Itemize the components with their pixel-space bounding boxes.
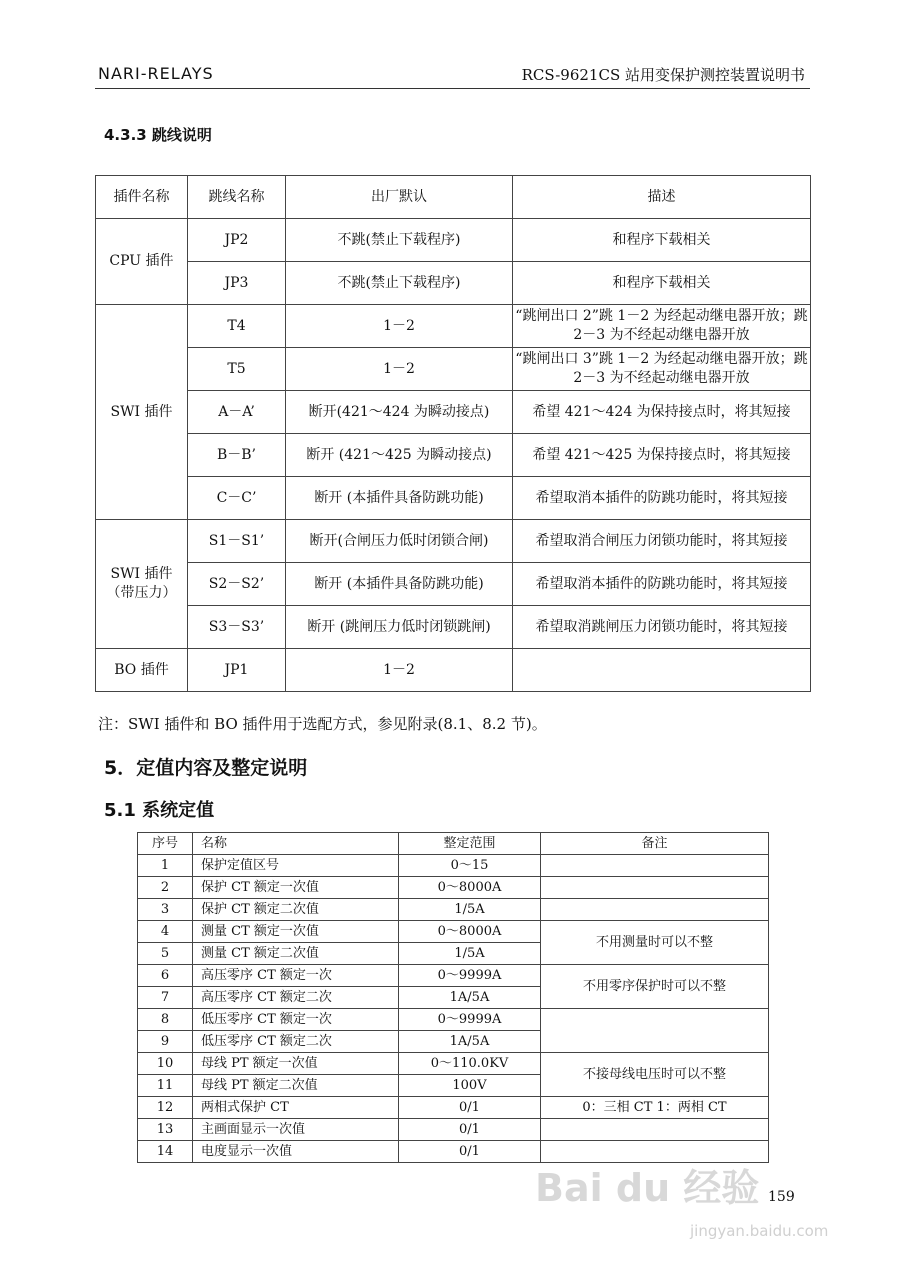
jumper-cell: A－A’ [188, 391, 286, 434]
table-row [138, 1009, 769, 1031]
jumper-cell: T5 [188, 348, 286, 391]
desc-cell [513, 649, 811, 692]
content-flow [95, 175, 810, 1163]
table-row [138, 899, 769, 921]
table-header-row [138, 833, 769, 855]
desc-cell: “跳闸出口 2”跳 1－2 为经起动继电器开放；跳 2－3 为不经起动继电器开放 [513, 305, 811, 348]
table-row [138, 855, 769, 877]
watermark-logo: Bai du 经验 [535, 1166, 760, 1210]
section-heading-5: 5．定值内容及整定说明 [104, 757, 308, 779]
table-row [96, 348, 811, 391]
default-cell: 不跳(禁止下载程序) [286, 219, 513, 262]
header-cell: 描述 [513, 176, 811, 219]
settings-table [137, 832, 769, 1163]
table-row [138, 877, 769, 899]
name-cell: 保护 CT 额定二次值 [193, 899, 399, 921]
remark-cell [541, 855, 769, 877]
table-header-row [96, 176, 811, 219]
desc-cell: 希望取消本插件的防跳功能时，将其短接 [513, 563, 811, 606]
range-cell: 100V [399, 1075, 541, 1097]
row-number-cell: 14 [138, 1141, 193, 1163]
remark-cell: 不用零序保护时可以不整 [541, 965, 769, 1009]
jumper-cell: C－C’ [188, 477, 286, 520]
note-text: 注：SWI 插件和 BO 插件用于选配方式，参见附录(8.1、8.2 节)。 [98, 715, 547, 733]
table-row [96, 520, 811, 563]
table-row [96, 563, 811, 606]
name-cell: 低压零序 CT 额定二次 [193, 1031, 399, 1053]
remark-cell [541, 899, 769, 921]
row-number-cell: 7 [138, 987, 193, 1009]
range-cell: 1A/5A [399, 987, 541, 1009]
row-number-cell: 3 [138, 899, 193, 921]
name-cell: 保护定值区号 [193, 855, 399, 877]
desc-cell: 希望 421～425 为保持接点时，将其短接 [513, 434, 811, 477]
range-cell: 0/1 [399, 1119, 541, 1141]
row-number-cell: 12 [138, 1097, 193, 1119]
range-cell: 1/5A [399, 899, 541, 921]
name-cell: 两相式保护 CT [193, 1097, 399, 1119]
name-cell: 高压零序 CT 额定一次 [193, 965, 399, 987]
desc-cell: 和程序下载相关 [513, 262, 811, 305]
row-number-cell: 6 [138, 965, 193, 987]
range-cell: 0～110.0KV [399, 1053, 541, 1075]
range-cell: 0～15 [399, 855, 541, 877]
default-cell: 断开(421～424 为瞬动接点) [286, 391, 513, 434]
table-row [138, 1097, 769, 1119]
default-cell: 不跳(禁止下载程序) [286, 262, 513, 305]
row-number-cell: 11 [138, 1075, 193, 1097]
jumper-cell: JP1 [188, 649, 286, 692]
table-row [96, 219, 811, 262]
header-title: RCS-9621CS 站用变保护测控装置说明书 [521, 66, 805, 84]
table-row [96, 649, 811, 692]
section-heading-5-1: 5.1 系统定值 [104, 800, 215, 821]
row-number-cell: 4 [138, 921, 193, 943]
jumper-table [95, 175, 811, 692]
row-number-cell: 1 [138, 855, 193, 877]
desc-cell: 希望取消本插件的防跳功能时，将其短接 [513, 477, 811, 520]
range-cell: 0/1 [399, 1097, 541, 1119]
desc-cell: 希望 421～424 为保持接点时，将其短接 [513, 391, 811, 434]
group-cell: CPU 插件 [96, 219, 188, 305]
name-cell: 电度显示一次值 [193, 1141, 399, 1163]
table-row [138, 921, 769, 943]
desc-cell: 希望取消合闸压力闭锁功能时，将其短接 [513, 520, 811, 563]
default-cell: 断开(合闸压力低时闭锁合闸) [286, 520, 513, 563]
default-cell: 断开 (本插件具备防跳功能) [286, 563, 513, 606]
header-cell: 插件名称 [96, 176, 188, 219]
table-row [96, 305, 811, 348]
group-cell: SWI 插件 [96, 305, 188, 520]
range-cell: 0/1 [399, 1141, 541, 1163]
row-number-cell: 9 [138, 1031, 193, 1053]
remark-cell [541, 1141, 769, 1163]
remark-cell [541, 1119, 769, 1141]
name-cell: 测量 CT 额定二次值 [193, 943, 399, 965]
table-row [96, 434, 811, 477]
range-cell: 0～9999A [399, 1009, 541, 1031]
row-number-cell: 2 [138, 877, 193, 899]
jumper-cell: S2－S2’ [188, 563, 286, 606]
table-row [138, 1053, 769, 1075]
row-number-cell: 10 [138, 1053, 193, 1075]
table-row [138, 965, 769, 987]
desc-cell: 希望取消跳闸压力闭锁功能时，将其短接 [513, 606, 811, 649]
group-cell: BO 插件 [96, 649, 188, 692]
desc-cell: 和程序下载相关 [513, 219, 811, 262]
range-cell: 1/5A [399, 943, 541, 965]
page-number: 159 [768, 1189, 795, 1205]
header-cell: 跳线名称 [188, 176, 286, 219]
name-cell: 低压零序 CT 额定一次 [193, 1009, 399, 1031]
default-cell: 断开 (跳闸压力低时闭锁跳闸) [286, 606, 513, 649]
header-cell: 序号 [138, 833, 193, 855]
range-cell: 0～8000A [399, 877, 541, 899]
default-cell: 1－2 [286, 305, 513, 348]
header-cell: 备注 [541, 833, 769, 855]
remark-cell: 不用测量时可以不整 [541, 921, 769, 965]
range-cell: 0～9999A [399, 965, 541, 987]
desc-cell: “跳闸出口 3”跳 1－2 为经起动继电器开放；跳 2－3 为不经起动继电器开放 [513, 348, 811, 391]
table-row [96, 606, 811, 649]
name-cell: 母线 PT 额定二次值 [193, 1075, 399, 1097]
row-number-cell: 8 [138, 1009, 193, 1031]
jumper-cell: T4 [188, 305, 286, 348]
jumper-cell: S3－S3’ [188, 606, 286, 649]
jumper-cell: JP3 [188, 262, 286, 305]
default-cell: 1－2 [286, 348, 513, 391]
name-cell: 主画面显示一次值 [193, 1119, 399, 1141]
row-number-cell: 13 [138, 1119, 193, 1141]
jumper-cell: S1－S1’ [188, 520, 286, 563]
table-row [96, 262, 811, 305]
remark-cell [541, 877, 769, 899]
name-cell: 测量 CT 额定一次值 [193, 921, 399, 943]
default-cell: 断开 (本插件具备防跳功能) [286, 477, 513, 520]
table-row [138, 1141, 769, 1163]
jumper-cell: JP2 [188, 219, 286, 262]
table-row [96, 477, 811, 520]
header-cell: 名称 [193, 833, 399, 855]
default-cell: 1－2 [286, 649, 513, 692]
name-cell: 高压零序 CT 额定二次 [193, 987, 399, 1009]
remark-cell: 0：三相 CT 1：两相 CT [541, 1097, 769, 1119]
table-row [138, 1119, 769, 1141]
section-heading-4-3-3: 4.3.3 跳线说明 [104, 126, 212, 144]
header-brand: NARI-RELAYS [98, 64, 214, 83]
watermark-url: jingyan.baidu.com [690, 1222, 829, 1240]
name-cell: 保护 CT 额定一次值 [193, 877, 399, 899]
remark-cell [541, 1009, 769, 1053]
jumper-cell: B－B’ [188, 434, 286, 477]
range-cell: 1A/5A [399, 1031, 541, 1053]
row-number-cell: 5 [138, 943, 193, 965]
header-cell: 整定范围 [399, 833, 541, 855]
remark-cell: 不接母线电压时可以不整 [541, 1053, 769, 1097]
header-divider [95, 88, 810, 89]
default-cell: 断开 (421～425 为瞬动接点) [286, 434, 513, 477]
group-cell: SWI 插件（带压力） [96, 520, 188, 649]
table-row [96, 391, 811, 434]
header-cell: 出厂默认 [286, 176, 513, 219]
name-cell: 母线 PT 额定一次值 [193, 1053, 399, 1075]
range-cell: 0～8000A [399, 921, 541, 943]
